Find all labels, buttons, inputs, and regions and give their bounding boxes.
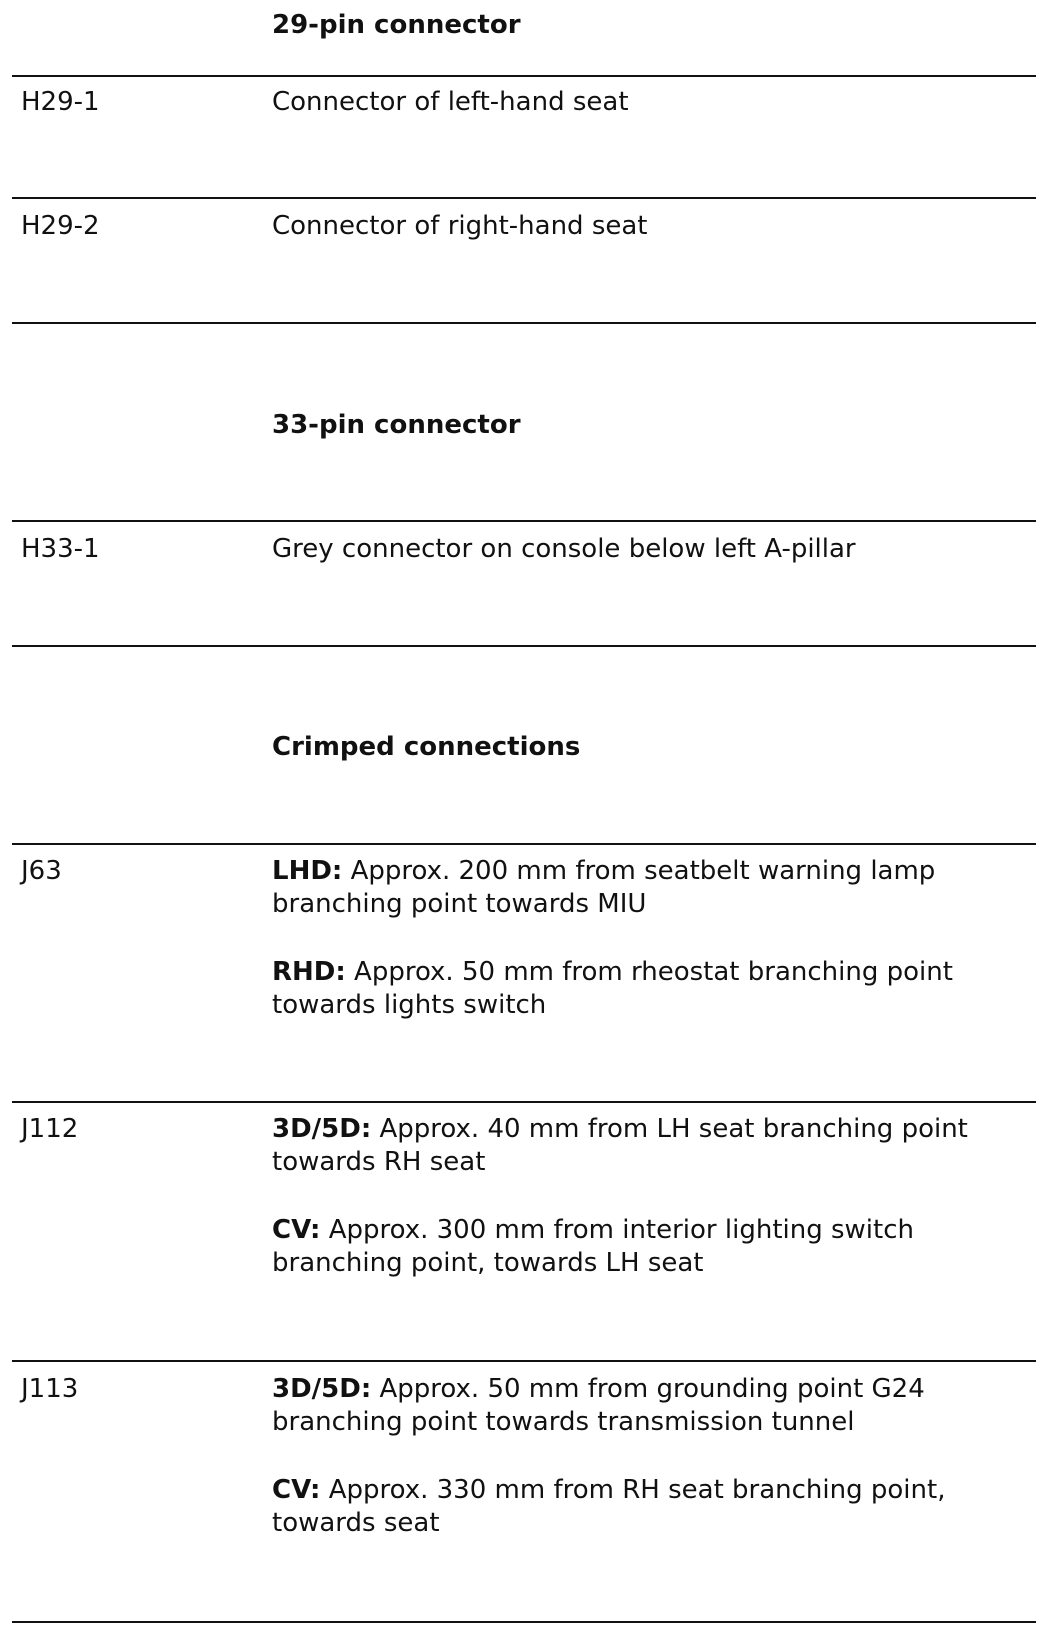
divider (12, 1621, 1036, 1623)
row-code-j63: J63 (21, 856, 62, 886)
description-paragraph-3d5d (272, 1113, 1042, 1179)
description-paragraph-lhd (272, 855, 1042, 921)
paragraph-text: Approx. 50 mm from rheostat branching point towards lights switch (272, 957, 953, 1020)
paragraph-label: LHD: (272, 856, 343, 886)
row-code-h29-1: H29-1 (21, 87, 100, 117)
row-description-j112 (272, 1113, 1042, 1280)
paragraph-label: CV: (272, 1215, 321, 1245)
section-heading-33-pin: 33-pin connector (272, 410, 521, 440)
description-paragraph-rhd (272, 956, 1042, 1022)
row-description-h29-2: Connector of right-hand seat (272, 211, 648, 241)
description-paragraph-cv (272, 1214, 1042, 1280)
row-code-h29-2: H29-2 (21, 211, 100, 241)
description-paragraph-cv (272, 1474, 1042, 1540)
paragraph-text: Approx. 300 mm from interior lighting switch branching point, towards LH seat (272, 1215, 914, 1278)
paragraph-text: Approx. 50 mm from grounding point G24 branching point towards transmission tunnel (272, 1374, 925, 1437)
row-code-j112: J112 (21, 1114, 79, 1144)
row-code-h33-1: H33-1 (21, 534, 100, 564)
description-paragraph-3d5d (272, 1373, 1042, 1439)
section-heading-29-pin: 29-pin connector (272, 10, 521, 40)
row-description-h33-1: Grey connector on console below left A-pillar (272, 534, 856, 564)
paragraph-text: Approx. 200 mm from seatbelt warning lamp branching point towards MIU (272, 856, 936, 919)
row-description-j63 (272, 855, 1042, 1022)
divider (12, 197, 1036, 199)
paragraph-label: 3D/5D: (272, 1114, 372, 1144)
paragraph-label: RHD: (272, 957, 346, 987)
divider (12, 322, 1036, 324)
row-code-j113: J113 (21, 1374, 79, 1404)
divider (12, 843, 1036, 845)
row-description-h29-1: Connector of left-hand seat (272, 87, 629, 117)
divider (12, 1360, 1036, 1362)
divider (12, 645, 1036, 647)
paragraph-text: Approx. 330 mm from RH seat branching point, towards seat (272, 1475, 946, 1538)
paragraph-label: 3D/5D: (272, 1374, 372, 1404)
paragraph-text: Approx. 40 mm from LH seat branching point towards RH seat (272, 1114, 968, 1177)
row-description-j113 (272, 1373, 1042, 1540)
divider (12, 75, 1036, 77)
paragraph-label: CV: (272, 1475, 321, 1505)
divider (12, 1101, 1036, 1103)
section-heading-crimped: Crimped connections (272, 732, 581, 762)
divider (12, 520, 1036, 522)
